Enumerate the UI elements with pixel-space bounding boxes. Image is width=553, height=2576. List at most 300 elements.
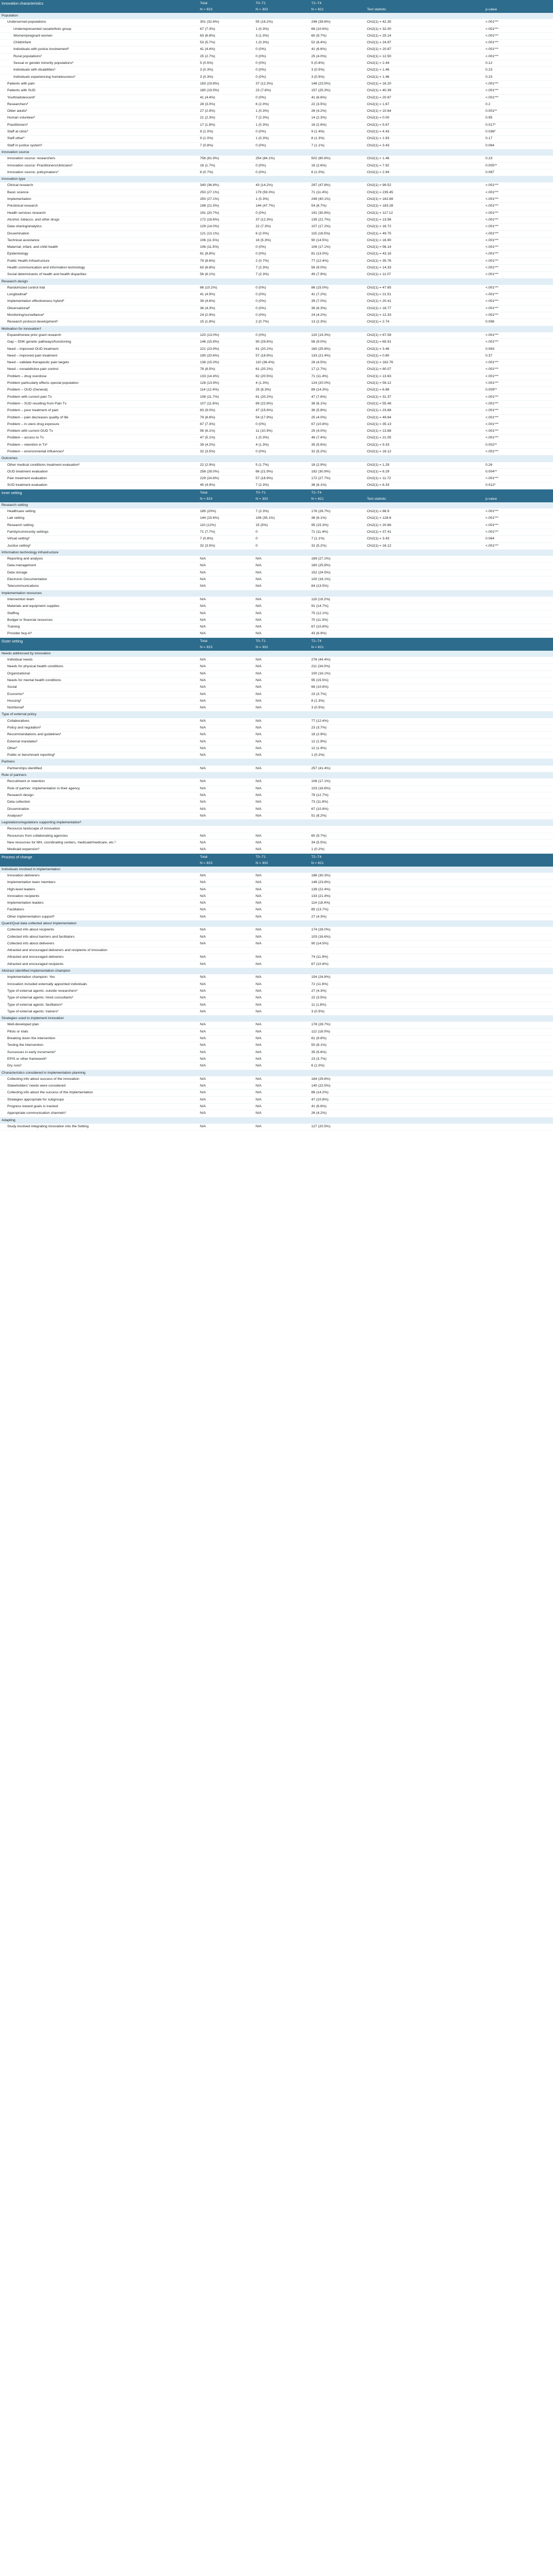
total-value: N/A	[198, 1124, 254, 1130]
test-statistic	[365, 833, 484, 839]
p-value	[484, 893, 553, 900]
row-label: Organizational	[0, 670, 198, 677]
p-value: <.001***	[484, 292, 553, 298]
table-row	[0, 509, 553, 515]
category-label: Research design	[0, 278, 553, 285]
row-label: Pilots or trials	[0, 1028, 198, 1035]
t2-t4-value: 28 (4.5%)	[310, 360, 365, 366]
total-value: 183 (19.8%)	[198, 80, 254, 87]
category-row	[0, 820, 553, 826]
row-label: Problem – pain decreases quality of life	[0, 414, 198, 421]
p-value: 0.064	[484, 536, 553, 543]
test-statistic	[365, 718, 484, 725]
test-statistic	[365, 1096, 484, 1103]
test-statistic: Chi2(1) = 16.90	[365, 237, 484, 244]
total-value: N/A	[198, 556, 254, 563]
category-label: Information technology infrastructure	[0, 549, 553, 556]
table-row	[0, 974, 553, 981]
test-statistic: Chi2(1) = 47.65	[365, 285, 484, 292]
total-value: 47 (5.1%)	[198, 435, 254, 442]
category-row	[0, 921, 553, 927]
test-statistic: Chi2(1) = 20.87	[365, 94, 484, 101]
t2-t4-value: 56 (9.0%)	[310, 264, 365, 271]
row-label: Staffing	[0, 610, 198, 617]
column-header-pvalue	[484, 489, 553, 496]
table-row	[0, 272, 553, 278]
t2-t4-value: 95 (15.3%)	[310, 522, 365, 529]
test-statistic	[365, 778, 484, 785]
column-header-total: Total	[198, 489, 254, 496]
row-label: Longitudinal¹	[0, 292, 198, 298]
table-row	[0, 60, 553, 67]
row-label: Materials and equipment supplies	[0, 603, 198, 610]
n-t2-t4: N = 621	[310, 860, 365, 867]
total-value: 7 (0.8%)	[198, 142, 254, 149]
t2-t4-value: 41 (6.6%)	[310, 1104, 365, 1110]
t0-t1-value: 0 (0%)	[254, 46, 310, 53]
t2-t4-value: 27 (4.3%)	[310, 913, 365, 920]
test-statistic: Chi2(1) = 5.67	[365, 122, 484, 128]
table-row	[0, 529, 553, 535]
row-label: Problem – drug overdose	[0, 373, 198, 380]
t2-t4-value: 114 (18.4%)	[310, 900, 365, 907]
total-value: 25 (2.7%)	[198, 53, 254, 60]
t2-t4-value: 103 (16.6%)	[310, 934, 365, 940]
t0-t1-value: N/A	[254, 1063, 310, 1070]
table-row	[0, 670, 553, 677]
p-value: <.001***	[484, 339, 553, 346]
total-value: N/A	[198, 961, 254, 968]
p-value	[484, 569, 553, 576]
t2-t4-value: 26 (4.2%)	[310, 108, 365, 115]
t2-t4-value: 3 (0.5%)	[310, 67, 365, 74]
test-statistic: Chi2(1) = 65.91	[365, 339, 484, 346]
row-label: Youth/adolescent¹	[0, 94, 198, 101]
row-label: Role of partner: implementation in their agency	[0, 785, 198, 792]
t0-t1-value: N/A	[254, 846, 310, 853]
t0-t1-value: 1 (0.3%)	[254, 196, 310, 203]
p-value	[484, 873, 553, 879]
p-value: 0.001**	[484, 108, 553, 115]
test-statistic	[365, 1049, 484, 1056]
test-statistic	[365, 724, 484, 731]
row-label: Individuals experiencing homelessness¹	[0, 74, 198, 80]
table-row	[0, 332, 553, 339]
row-label: Problem – retention in Tx¹	[0, 442, 198, 448]
row-label: Need – improved OUD treatment	[0, 346, 198, 352]
row-label: Public Health Infrastructure	[0, 258, 198, 264]
row-label: Patients with SUD	[0, 88, 198, 94]
t2-t4-value: 157 (25.3%)	[310, 88, 365, 94]
p-value	[484, 610, 553, 617]
table-row	[0, 846, 553, 853]
t2-t4-value: 35 (5.6%)	[310, 1049, 365, 1056]
n-t2-t4: N = 621	[310, 496, 365, 502]
row-label: Training	[0, 624, 198, 631]
test-statistic-label: Test statistic	[365, 496, 484, 502]
total-value: 45 (4.9%)	[198, 482, 254, 489]
total-value: N/A	[198, 988, 254, 994]
total-value: 39 (4.2%)	[198, 442, 254, 448]
test-statistic	[365, 1042, 484, 1049]
test-statistic: Chi2(1) = 49.64	[365, 414, 484, 421]
test-statistic: Chi2(1) = 6.33	[365, 482, 484, 489]
category-row	[0, 590, 553, 597]
t2-t4-value: 26 (4.2%)	[310, 1110, 365, 1117]
table-row	[0, 264, 553, 271]
p-value	[484, 792, 553, 799]
row-label: Innovation source: researchers	[0, 156, 198, 162]
table-row	[0, 298, 553, 305]
t0-t1-value: N/A	[254, 1110, 310, 1117]
t0-t1-value: 0 (0%)	[254, 421, 310, 428]
t2-t4-value: 67 (10.8%)	[310, 961, 365, 968]
p-value	[484, 840, 553, 846]
table-row	[0, 292, 553, 298]
total-value: N/A	[198, 577, 254, 583]
table-row	[0, 515, 553, 522]
t2-t4-value: 8 (1.3%)	[310, 698, 365, 704]
test-statistic	[365, 934, 484, 940]
n-total: N = 923	[198, 645, 254, 651]
row-label: Breaking down the intervention	[0, 1036, 198, 1042]
test-statistic	[365, 1022, 484, 1028]
row-label: Appropriate communication channels¹	[0, 1110, 198, 1117]
t2-t4-value: 120 (19.3%)	[310, 332, 365, 339]
table-row	[0, 203, 553, 210]
t0-t1-value: N/A	[254, 624, 310, 631]
row-label: Individuals with disabilities¹	[0, 67, 198, 74]
total-value: 83 (9.0%)	[198, 408, 254, 414]
category-label: Population	[0, 13, 553, 19]
test-statistic	[365, 569, 484, 576]
row-label: Randomized control trial	[0, 285, 198, 292]
test-statistic	[365, 840, 484, 846]
total-value: N/A	[198, 833, 254, 839]
p-value	[484, 1083, 553, 1090]
row-label: OUD treatment evaluation	[0, 468, 198, 475]
p-value-label: p-value	[484, 496, 553, 502]
total-value: 120 (13.0%)	[198, 332, 254, 339]
test-statistic: Chi2(1) = 31.37	[365, 394, 484, 400]
test-statistic: Chi2(1) = 12.33	[365, 312, 484, 319]
total-value: 107 (11.6%)	[198, 400, 254, 407]
test-statistic: Chi2(1) = 20.66	[365, 522, 484, 529]
t0-t1-value: 61 (20.2%)	[254, 394, 310, 400]
t0-t1-value: N/A	[254, 1008, 310, 1015]
t2-t4-value: 246 (39.6%)	[310, 19, 365, 26]
row-label: Individual needs	[0, 657, 198, 664]
t2-t4-value: 67 (10.8%)	[310, 624, 365, 631]
table-row	[0, 940, 553, 947]
column-header-t2-t4: T2–T4	[310, 489, 365, 496]
column-header-t0-t1: T0–T1	[254, 853, 310, 860]
t0-t1-value: N/A	[254, 1083, 310, 1090]
test-statistic	[365, 785, 484, 792]
table-row	[0, 563, 553, 569]
row-label: Problem – in utero drug exposure	[0, 421, 198, 428]
test-statistic: Chi2(1) = 16.72	[365, 224, 484, 230]
table-row	[0, 162, 553, 169]
t0-t1-value: 37 (12.3%)	[254, 216, 310, 223]
test-statistic	[365, 1124, 484, 1130]
t2-t4-value: 133 (21.4%)	[310, 352, 365, 359]
n-total: N = 923	[198, 7, 254, 13]
t2-t4-value: 7 (1.1%)	[310, 536, 365, 543]
t0-t1-value: 11 (10.3%)	[254, 428, 310, 435]
total-value	[198, 947, 254, 954]
t2-t4-value: 115 (18.5%)	[310, 230, 365, 237]
test-statistic	[365, 900, 484, 907]
t0-t1-value: 0 (0%)	[254, 298, 310, 305]
test-statistic: Chi2(1) = 88.9	[365, 509, 484, 515]
row-label: Problem with current OUD Tx	[0, 428, 198, 435]
test-statistic: Chi2(1) = 4.43	[365, 129, 484, 135]
t0-t1-value: 23 (7.6%)	[254, 88, 310, 94]
t0-t1-value: N/A	[254, 907, 310, 913]
p-value	[484, 1028, 553, 1035]
total-value: 133 (14.4%)	[198, 373, 254, 380]
table-row	[0, 380, 553, 387]
p-value	[484, 597, 553, 603]
total-value: 144 (15.6%)	[198, 515, 254, 522]
t2-t4-value: 12 (1.9%)	[310, 738, 365, 745]
test-statistic	[365, 670, 484, 677]
table-row	[0, 543, 553, 549]
t2-t4-value: 100 (16.1%)	[310, 670, 365, 677]
p-value: <.001***	[484, 305, 553, 312]
total-value: 6 (0.7%)	[198, 169, 254, 176]
table-row	[0, 907, 553, 913]
row-label: Older adults¹	[0, 108, 198, 115]
row-label: Partnerships identified	[0, 766, 198, 772]
row-label: Epidemiology	[0, 251, 198, 258]
total-value: 221 (23.9%)	[198, 346, 254, 352]
row-label: Staff at clinic¹	[0, 129, 198, 135]
n-t2-t4: N = 621	[310, 7, 365, 13]
p-value	[484, 698, 553, 704]
t2-t4-value: 32 (5.2%)	[310, 449, 365, 455]
t2-t4-value: 7 (1.1%)	[310, 142, 365, 149]
total-value: N/A	[198, 691, 254, 698]
row-label: Other¹	[0, 745, 198, 752]
p-value	[484, 556, 553, 563]
total-value: N/A	[198, 597, 254, 603]
test-statistic	[365, 940, 484, 947]
t0-t1-value: N/A	[254, 792, 310, 799]
t2-t4-value: 49 (7.9%)	[310, 272, 365, 278]
row-label: Recommendations and guidelines¹	[0, 732, 198, 738]
t2-t4-value: 86 (15.0%)	[310, 285, 365, 292]
table-row	[0, 752, 553, 759]
test-statistic: Chi2(1) = 42.35	[365, 19, 484, 26]
t2-t4-value: 127 (20.5%)	[310, 1124, 365, 1130]
test-statistic: Chi2(1) = 43.16	[365, 251, 484, 258]
table-row	[0, 80, 553, 87]
section-header-row	[0, 489, 553, 496]
table-row	[0, 421, 553, 428]
table-row	[0, 583, 553, 590]
p-value-label: p-value	[484, 7, 553, 13]
t2-t4-value: 22 (3.5%)	[310, 995, 365, 1002]
p-value	[484, 947, 553, 954]
total-value: 172 (18.6%)	[198, 216, 254, 223]
test-statistic: Chi2(1) = 1.46	[365, 74, 484, 80]
p-value: 0.26	[484, 462, 553, 469]
table-row	[0, 346, 553, 352]
t2-t4-value: 154 (24.8%)	[310, 974, 365, 981]
total-value: 22 (2.9%)	[198, 462, 254, 469]
row-label: Innovation included externally appointed individuals	[0, 981, 198, 988]
row-label: Data collection	[0, 799, 198, 806]
t0-t1-value: 110 (36.4%)	[254, 360, 310, 366]
row-label: Research protocol development¹	[0, 319, 198, 326]
p-value	[484, 812, 553, 819]
table-row	[0, 698, 553, 704]
t0-t1-value: N/A	[254, 657, 310, 664]
test-statistic: Chi2(1) = 35.76	[365, 258, 484, 264]
p-value: 0.17	[484, 135, 553, 142]
table-row	[0, 603, 553, 610]
total-value: N/A	[198, 1028, 254, 1035]
t0-t1-value: 7 (2.3%)	[254, 482, 310, 489]
category-label: Quant/Qual data collected about implementation	[0, 921, 553, 927]
t0-t1-value: 0 (0%)	[254, 251, 310, 258]
p-value: <.001***	[484, 237, 553, 244]
characteristics-table	[0, 0, 553, 1130]
table-row	[0, 442, 553, 448]
test-statistic: Chi2(1) = 67.08	[365, 332, 484, 339]
test-statistic: Chi2(1) = 0.00	[365, 115, 484, 122]
total-value: N/A	[198, 1096, 254, 1103]
table-row	[0, 657, 553, 664]
test-statistic: Chi2(1) = 18.77	[365, 305, 484, 312]
table-row	[0, 1104, 553, 1110]
t0-t1-value: 1 (0.3%)	[254, 122, 310, 128]
section-subheader-row	[0, 860, 553, 867]
t0-t1-value: N/A	[254, 1042, 310, 1049]
p-value	[484, 913, 553, 920]
p-value: 0.063	[484, 346, 553, 352]
p-value-label	[484, 860, 553, 867]
p-value: 0.23	[484, 67, 553, 74]
table-row	[0, 705, 553, 711]
category-label: Partners	[0, 759, 553, 766]
t2-t4-value: 160 (25.8%)	[310, 563, 365, 569]
t0-t1-value: 0 (0%)	[254, 74, 310, 80]
test-statistic	[365, 1008, 484, 1015]
t2-t4-value: 6 (1.0%)	[310, 169, 365, 176]
total-value: 79 (8.6%)	[198, 414, 254, 421]
t0-t1-value: N/A	[254, 597, 310, 603]
total-value: N/A	[198, 569, 254, 576]
t2-t4-value: 18 (2.9%)	[310, 462, 365, 469]
column-header-pvalue	[484, 853, 553, 860]
row-label: Problem – access to Tx	[0, 435, 198, 442]
row-label: Virtual setting¹	[0, 536, 198, 543]
t0-t1-value: N/A	[254, 988, 310, 994]
row-label: Underserved populations	[0, 19, 198, 26]
total-value: 32 (3.5%)	[198, 543, 254, 549]
t2-t4-value: 73 (11.8%)	[310, 799, 365, 806]
table-row	[0, 934, 553, 940]
row-label: Child/infant	[0, 40, 198, 46]
p-value: <.001***	[484, 529, 553, 535]
category-row	[0, 1117, 553, 1124]
test-statistic	[365, 657, 484, 664]
row-label: Progress toward goals is tracked	[0, 1104, 198, 1110]
row-label: Policy and regulation¹	[0, 724, 198, 731]
test-statistic: Chi2(1) = 117.12	[365, 210, 484, 216]
test-statistic: Chi2(1) = 1.29	[365, 462, 484, 469]
p-value	[484, 785, 553, 792]
t0-t1-value: 61 (20.2%)	[254, 366, 310, 373]
table-row	[0, 19, 553, 26]
t2-t4-value: 90 (14.5%)	[310, 237, 365, 244]
table-row	[0, 1042, 553, 1049]
t2-t4-value: 60 (9.7%)	[310, 32, 365, 39]
t0-t1-value: 55 (18.2%)	[254, 19, 310, 26]
t0-t1-value: 0 (0%)	[254, 292, 310, 298]
t2-t4-value: 50 (8.1%)	[310, 1042, 365, 1049]
row-label: Strategies appropriate for subgroups	[0, 1096, 198, 1103]
t0-t1-value: 54 (17.9%)	[254, 414, 310, 421]
test-statistic: Chi2(1) = 23.68	[365, 408, 484, 414]
table-row	[0, 400, 553, 407]
t0-t1-value: 0	[254, 536, 310, 543]
t0-t1-value: N/A	[254, 974, 310, 981]
row-label: External mandates¹	[0, 738, 198, 745]
t2-t4-value: 25 (4.0%)	[310, 414, 365, 421]
t2-t4-value: 35 (5.6%)	[310, 442, 365, 448]
table-row	[0, 981, 553, 988]
row-label: Monitoring/surveillance¹	[0, 312, 198, 319]
t2-t4-value: 77 (12.4%)	[310, 258, 365, 264]
total-value: 258 (28.0%)	[198, 468, 254, 475]
total-value: N/A	[198, 792, 254, 799]
total-value: N/A	[198, 879, 254, 886]
table-row	[0, 995, 553, 1002]
t0-t1-value: 1 (0.3%)	[254, 135, 310, 142]
total-value: N/A	[198, 563, 254, 569]
table-row	[0, 684, 553, 691]
total-value: N/A	[198, 927, 254, 934]
p-value: <.001***	[484, 394, 553, 400]
table-row	[0, 1056, 553, 1062]
p-value: <.001***	[484, 258, 553, 264]
t2-t4-value: 71 (11.4%)	[310, 189, 365, 196]
p-value	[484, 1022, 553, 1028]
test-statistic	[365, 577, 484, 583]
p-value: <.001***	[484, 515, 553, 522]
p-value	[484, 799, 553, 806]
total-value: 180 (19.5%)	[198, 88, 254, 94]
test-statistic: Chi2(1) = 20.41	[365, 298, 484, 305]
t2-t4-value: 71 (11.4%)	[310, 529, 365, 535]
category-label: Needs addressed by innovation	[0, 651, 553, 657]
table-row	[0, 305, 553, 312]
n-t0-t1: N = 302	[254, 645, 310, 651]
total-value: 7 (0.8%)	[198, 536, 254, 543]
total-value: N/A	[198, 617, 254, 623]
total-value: 129 (14.0%)	[198, 224, 254, 230]
p-value	[484, 684, 553, 691]
table-row	[0, 237, 553, 244]
t0-t1-value: 0 (0%)	[254, 142, 310, 149]
test-statistic: Chi2(1) = 55.48	[365, 400, 484, 407]
table-row	[0, 216, 553, 223]
table-row	[0, 1090, 553, 1096]
